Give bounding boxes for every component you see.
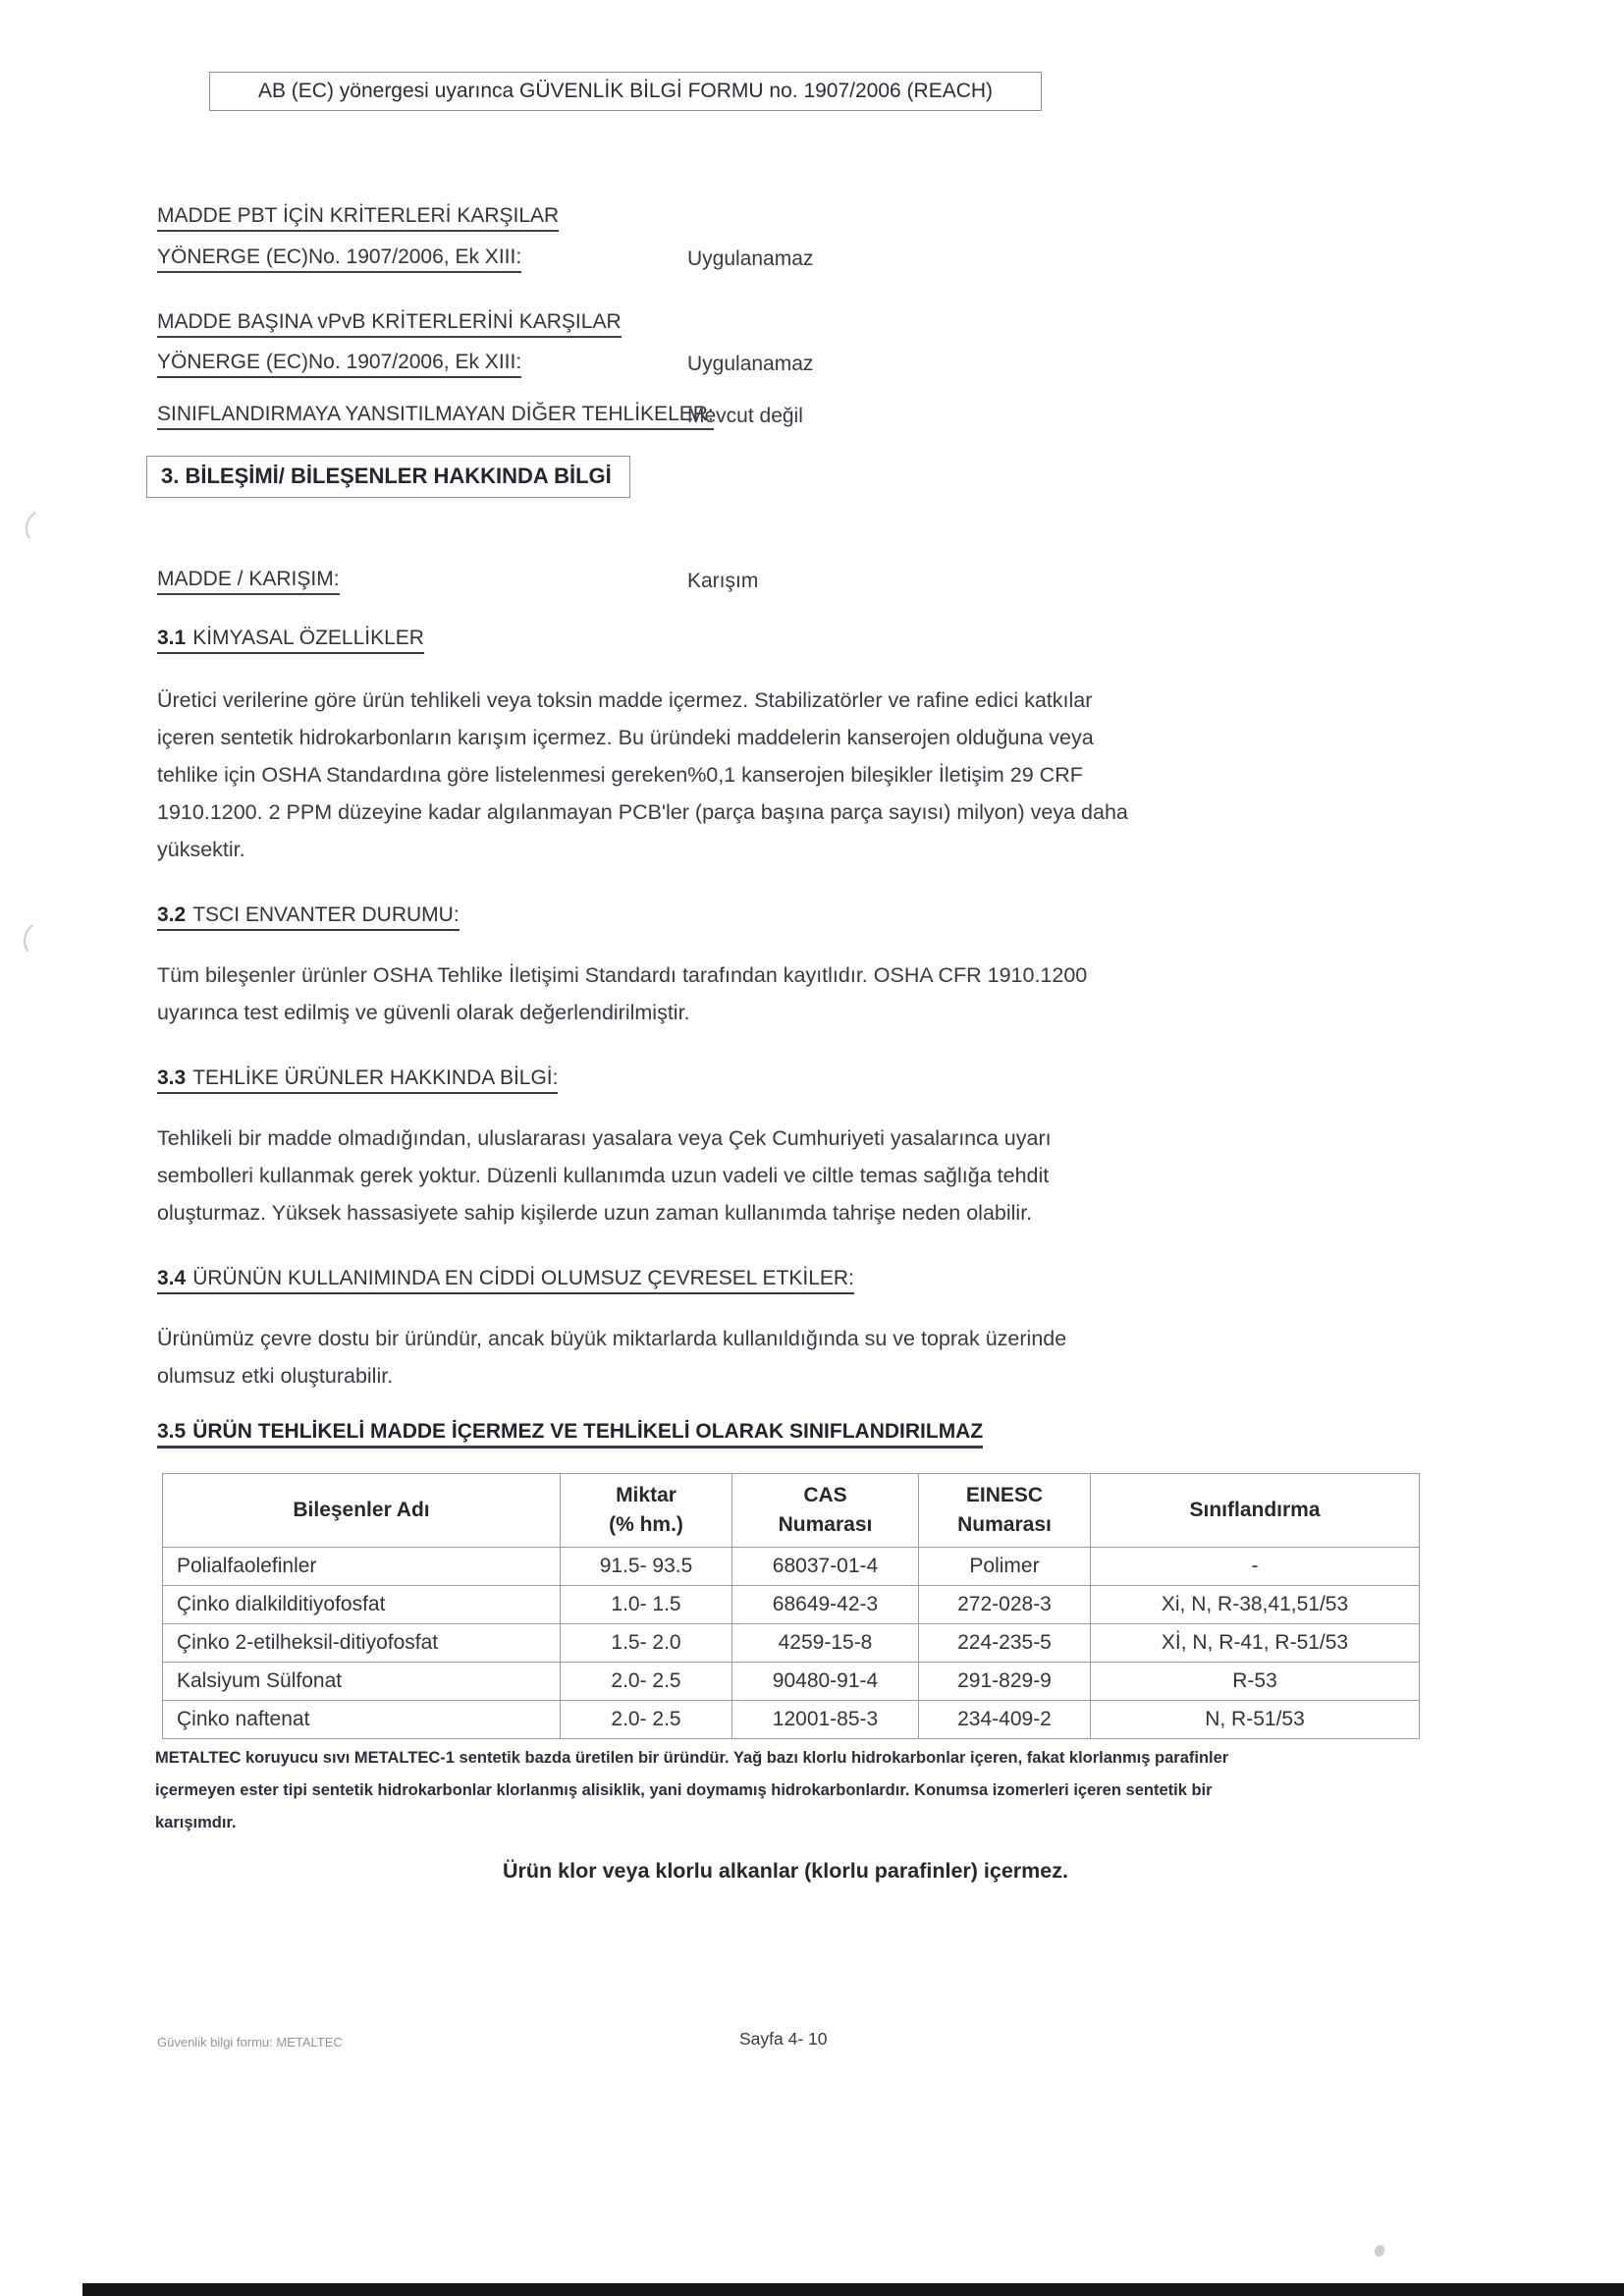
col-header-cas: CAS Numarası — [732, 1474, 919, 1548]
section-3-3-paragraph: Tehlikeli bir madde olmadığından, uluslararası yasalara veya Çek Cumhuriyeti yasalarınca uyarı sembolleri kullanmak gerek yoktur. Düzenli kullanımda uzun vadeli ve ciltle temas sağlığa tehdit oluşturmaz. Yüksek hassasiyete sahip kişilerde uzun zaman kullanımda tahrişe neden olabilir. — [157, 1126, 1052, 1225]
table-row — [163, 1663, 1420, 1701]
component-classification: N, R-51/53 — [1091, 1701, 1420, 1739]
section-3-3-heading: 3.3 TEHLİKE ÜRÜNLER HAKKINDA BİLGİ: — [157, 1066, 558, 1094]
scan-edge-bar — [82, 2283, 1624, 2296]
table-row — [163, 1548, 1420, 1586]
component-classification: - — [1091, 1548, 1420, 1586]
component-einesc: 291-829-9 — [919, 1663, 1091, 1701]
component-cas: 12001-85-3 — [732, 1701, 919, 1739]
no-chlorine-statement: Ürün klor veya klorlu alkanlar (klorlu parafinler) içermez. — [503, 1859, 1068, 1883]
component-einesc: 272-028-3 — [919, 1586, 1091, 1624]
scan-edge-gap — [0, 2292, 82, 2296]
component-name: Polialfaolefinler — [163, 1548, 561, 1586]
section-3-4-paragraph: Ürünümüz çevre dostu bir üründür, ancak büyük miktarlarda kullanıldığında su ve toprak üzerinde olumsuz etki oluşturabilir. — [157, 1327, 1067, 1388]
section-3-2-heading: 3.2 TSCI ENVANTER DURUMU: — [157, 903, 460, 931]
table-footnote: METALTEC koruyucu sıvı METALTEC-1 sentetik bazda üretilen bir üründür. Yağ bazı klorlu hidrokarbonlar içeren, fakat klorlanmış parafinler içermeyen ester tipi sentetik hidrokarbonlar klorlanmış alisiklik, yani doymamış hidrokarbonlardır. Konumsa izomerleri içeren sentetik bir karışımdır. — [155, 1749, 1229, 1831]
footer-page-number: Sayfa 4- 10 — [739, 2029, 828, 2049]
vpvb-criteria-label-line1: MADDE BAŞINA vPvB KRİTERLERİNİ KARŞILAR — [157, 310, 622, 338]
table-row — [163, 1586, 1420, 1624]
col-header-component: Bileşenler Adı — [163, 1474, 561, 1548]
section-3-heading: 3. BİLEŞİMİ/ BİLEŞENLER HAKKINDA BİLGİ — [146, 456, 630, 498]
section-3-5-heading: 3.5 ÜRÜN TEHLİKELİ MADDE İÇERMEZ VE TEHLİKELİ OLARAK SINIFLANDIRILMAZ — [157, 1420, 983, 1449]
scan-artifact — [1375, 2245, 1384, 2257]
col-header-einesc: EINESC Numarası — [919, 1474, 1091, 1548]
component-classification: R-53 — [1091, 1663, 1420, 1701]
component-classification: Xi, N, R-38,41,51/53 — [1091, 1586, 1420, 1624]
mixture-label: MADDE / KARIŞIM: — [157, 568, 340, 595]
component-cas: 68037-01-4 — [732, 1548, 919, 1586]
component-amount: 91.5- 93.5 — [561, 1548, 732, 1586]
component-einesc: Polimer — [919, 1548, 1091, 1586]
table-row — [163, 1624, 1420, 1663]
component-amount: 1.0- 1.5 — [561, 1586, 732, 1624]
vpvb-criteria-value: Uygulanamaz — [687, 353, 814, 375]
footer-document-name: Güvenlik bilgi formu: METALTEC — [157, 2035, 343, 2050]
pbt-criteria-value: Uygulanamaz — [687, 247, 814, 270]
component-name: Kalsiyum Sülfonat — [163, 1663, 561, 1701]
component-cas: 4259-15-8 — [732, 1624, 919, 1663]
component-cas: 68649-42-3 — [732, 1586, 919, 1624]
section-3-4-heading: 3.4 ÜRÜNÜN KULLANIMINDA EN CİDDİ OLUMSUZ ÇEVRESEL ETKİLER: — [157, 1267, 854, 1294]
table-header-row — [163, 1474, 1420, 1548]
mixture-value: Karışım — [687, 570, 759, 592]
component-einesc: 234-409-2 — [919, 1701, 1091, 1739]
component-amount: 2.0- 2.5 — [561, 1663, 732, 1701]
table-row — [163, 1701, 1420, 1739]
section-3-1-heading: 3.1 KİMYASAL ÖZELLİKLER — [157, 627, 424, 654]
document-title-banner: AB (EC) yönergesi uyarınca GÜVENLİK BİLGİ FORMU no. 1907/2006 (REACH) — [209, 72, 1042, 111]
component-einesc: 224-235-5 — [919, 1624, 1091, 1663]
section-3-1-paragraph: Üretici verilerine göre ürün tehlikeli veya toksin madde içermez. Stabilizatörler ve rafine edici katkılar içeren sentetik hidrokarbonların karışım içermez. Bu üründeki maddelerin kanserojen olduğuna veya tehlike için OSHA Standardına göre listelenmesi gereken%0,1 kanserojen bileşikler İletişim 29 CRF 1910.1200. 2 PPM düzeyine kadar algılanmayan PCB'ler (parça başına parça sayısı) milyon) veya daha yüksektir. — [157, 688, 1128, 861]
col-header-amount: Miktar (% hm.) — [561, 1474, 732, 1548]
component-name: Çinko naftenat — [163, 1701, 561, 1739]
scan-artifact — [22, 505, 69, 552]
other-hazards-value: Mevcut değil — [687, 405, 803, 427]
scan-artifact — [21, 918, 66, 963]
other-hazards-label: SINIFLANDIRMAYA YANSITILMAYAN DİĞER TEHLİKELER: — [157, 403, 714, 430]
pbt-criteria-label-line1: MADDE PBT İÇİN KRİTERLERİ KARŞILAR — [157, 204, 559, 232]
component-amount: 2.0- 2.5 — [561, 1701, 732, 1739]
component-amount: 1.5- 2.0 — [561, 1624, 732, 1663]
vpvb-criteria-label-line2: YÖNERGE (EC)No. 1907/2006, Ek XIII: — [157, 351, 521, 378]
section-3-2-paragraph: Tüm bileşenler ürünler OSHA Tehlike İletişimi Standardı tarafından kayıtlıdır. OSHA CFR 1910.1200 uyarınca test edilmiş ve güvenli olarak değerlendirilmiştir. — [157, 963, 1088, 1024]
component-cas: 90480-91-4 — [732, 1663, 919, 1701]
pbt-criteria-label-line2: YÖNERGE (EC)No. 1907/2006, Ek XIII: — [157, 246, 521, 273]
col-header-classification: Sınıflandırma — [1091, 1474, 1420, 1548]
component-name: Çinko 2-etilheksil-ditiyofosfat — [163, 1624, 561, 1663]
components-table — [162, 1473, 1420, 1739]
component-name: Çinko dialkilditiyofosfat — [163, 1586, 561, 1624]
component-classification: Xİ, N, R-41, R-51/53 — [1091, 1624, 1420, 1663]
